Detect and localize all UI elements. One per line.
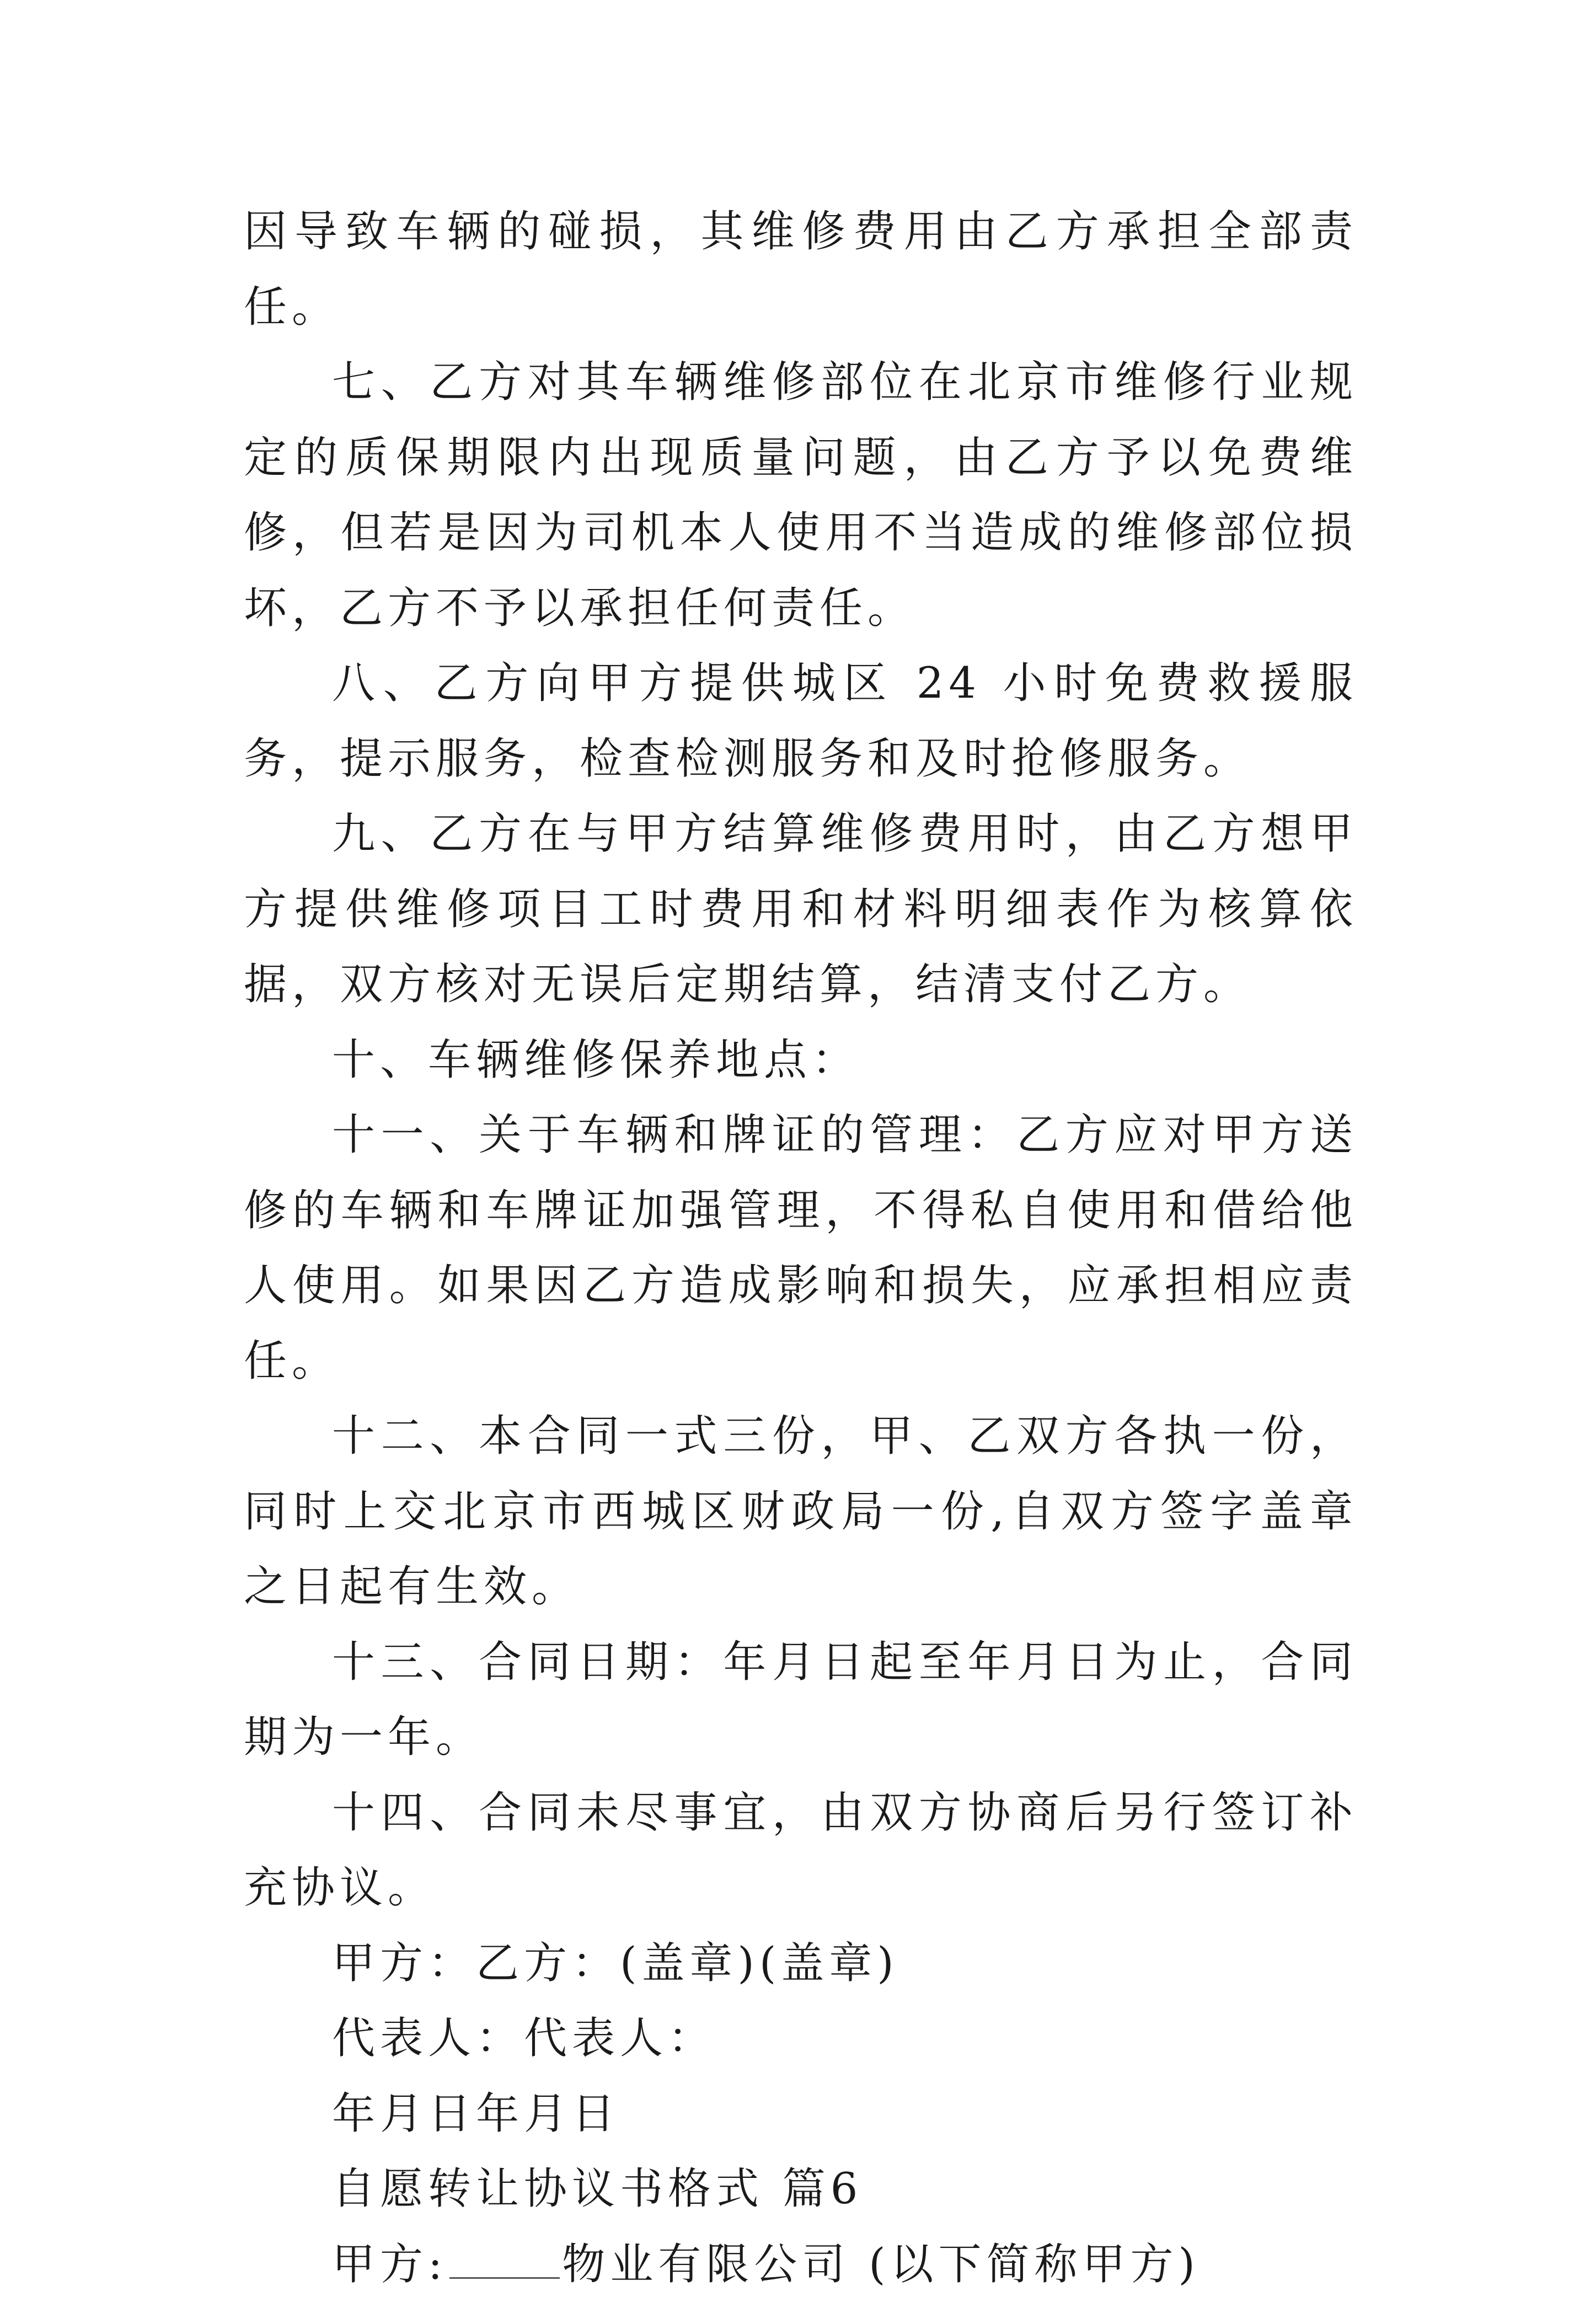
signature-parties: 甲方：乙方：(盖章)(盖章) [244, 1926, 1358, 2001]
clause-14: 十四、合同未尽事宜，由双方协商后另行签订补充协议。 [244, 1775, 1358, 1926]
clause-13: 十三、合同日期：年月日起至年月日为止，合同期为一年。 [244, 1625, 1358, 1775]
clause-7: 七、乙方对其车辆维修部位在北京市维修行业规定的质保期限内出现质量问题，由乙方予以免费维修，但若是因为司机本人使用不当造成的维修部位损坏，乙方不予以承担任何责任。 [244, 345, 1358, 646]
clause-9: 九、乙方在与甲方结算维修费用时，由乙方想甲方提供维修项目工时费用和材料明细表作为核算依据，双方核对无误后定期结算，结清支付乙方。 [244, 796, 1358, 1022]
paragraph-continuation: 因导致车辆的碰损，其维修费用由乙方承担全部责任。 [244, 194, 1358, 345]
section-title: 自愿转让协议书格式 篇6 [244, 2151, 1358, 2227]
signature-representatives: 代表人：代表人： [244, 2001, 1358, 2076]
clause-11: 十一、关于车辆和牌证的管理：乙方应对甲方送修的车辆和车牌证加强管理，不得私自使用和借给他人使用。如果因乙方造成影响和损失，应承担相应责任。 [244, 1098, 1358, 1399]
party-a-label: 甲方: [332, 2240, 447, 2289]
signature-dates: 年月日年月日 [244, 2076, 1358, 2152]
party-a-line [244, 2227, 1358, 2302]
clause-8: 八、乙方向甲方提供城区 24 小时免费救援服务，提示服务，检查检测服务和及时抢修服务。 [244, 646, 1358, 796]
party-a-blank [449, 2243, 560, 2279]
clause-10: 十、车辆维修保养地点： [244, 1022, 1358, 1098]
party-a-name: 物业有限公司 (以下简称甲方) [562, 2240, 1200, 2289]
document-body [244, 194, 1358, 2302]
clause-12: 十二、本合同一式三份，甲、乙双方各执一份，同时上交北京市西城区财政局一份,自双方签字盖章之日起有生效。 [244, 1399, 1358, 1625]
